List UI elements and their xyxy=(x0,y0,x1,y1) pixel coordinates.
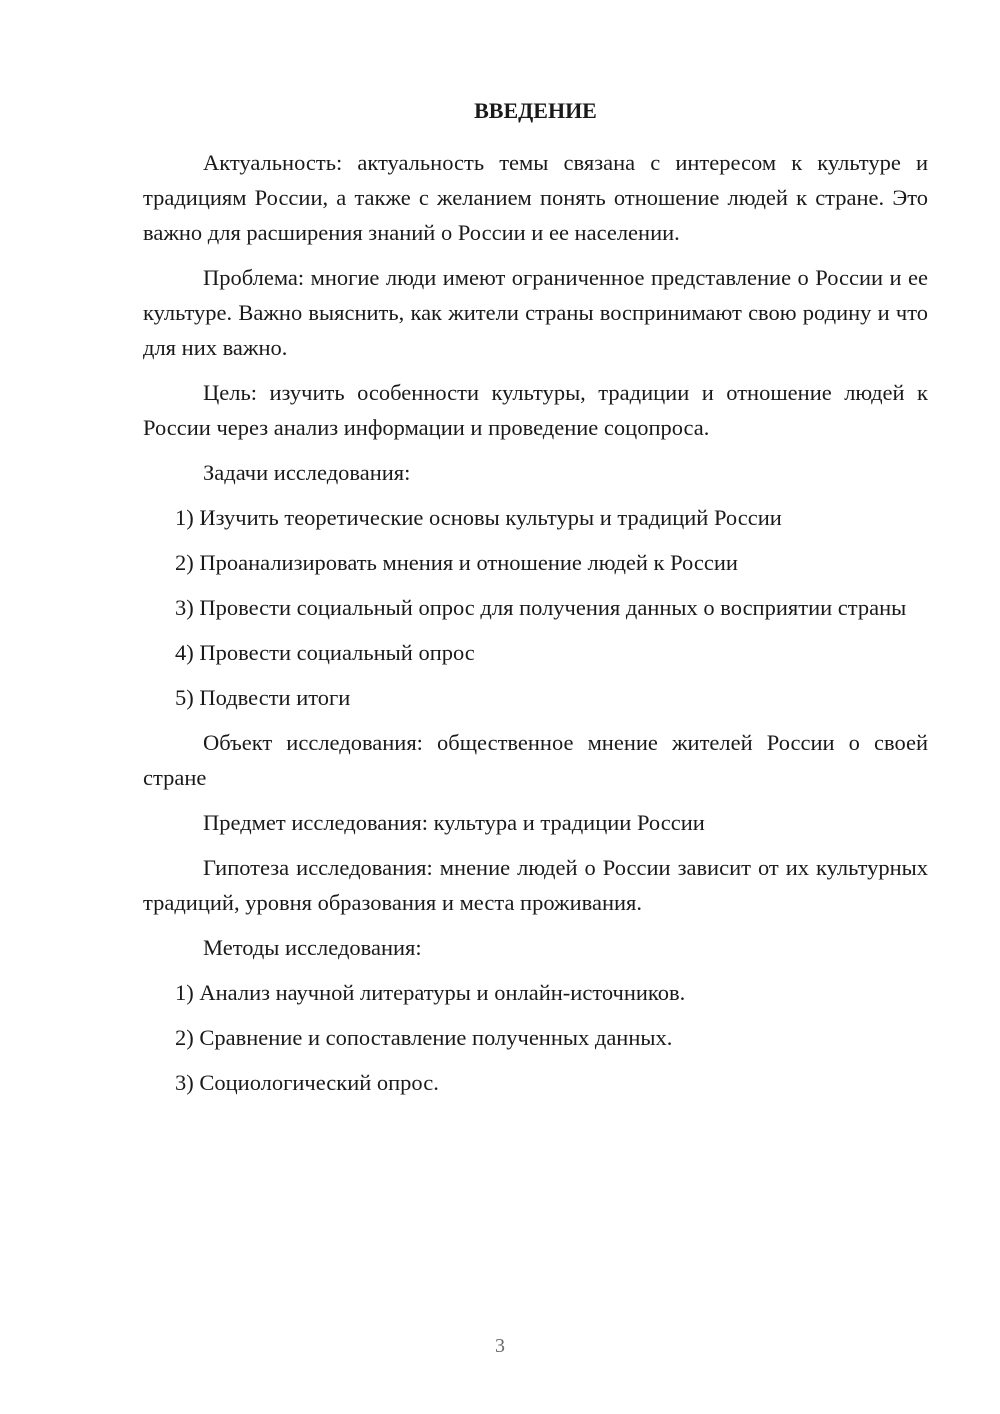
paragraph-problem: Проблема: многие люди имеют ограниченное представление о России и ее культуре. Важно выяснить, как жители страны воспринимают свою родину и что для них важно. xyxy=(143,265,928,360)
page-title: ВВЕДЕНИЕ xyxy=(474,98,597,123)
document-body xyxy=(143,145,928,1110)
list-item-task-1: 1) Изучить теоретические основы культуры и традиций России xyxy=(175,505,782,530)
list-item-method-3: 3) Социологический опрос. xyxy=(175,1070,439,1095)
paragraph-relevance: Актуальность: актуальность темы связана с интересом к культуре и традициям России, а также с желанием понять отношение людей к стране. Это важно для расширения знаний о России и ее населении. xyxy=(143,150,928,245)
paragraph-tasks-heading: Задачи исследования: xyxy=(203,460,411,485)
list-item-task-3: 3) Провести социальный опрос для получения данных о восприятии страны xyxy=(175,595,907,620)
page-number: 3 xyxy=(495,1335,505,1357)
paragraph-hypothesis: Гипотеза исследования: мнение людей о России зависит от их культурных традиций, уровня образования и места проживания. xyxy=(143,855,928,915)
paragraph-goal: Цель: изучить особенности культуры, традиции и отношение людей к России через анализ информации и проведение соцопроса. xyxy=(143,380,928,440)
paragraph-methods-heading: Методы исследования: xyxy=(203,935,422,960)
list-item-task-2: 2) Проанализировать мнения и отношение людей к России xyxy=(175,550,738,575)
list-item-task-5: 5) Подвести итоги xyxy=(175,685,351,710)
list-item-method-2: 2) Сравнение и сопоставление полученных данных. xyxy=(175,1025,673,1050)
list-item-method-1: 1) Анализ научной литературы и онлайн-источников. xyxy=(175,980,686,1005)
list-item-task-4: 4) Провести социальный опрос xyxy=(175,640,475,665)
paragraph-object: Объект исследования: общественное мнение жителей России о своей стране xyxy=(143,730,928,790)
paragraph-subject: Предмет исследования: культура и традиции России xyxy=(203,810,705,835)
